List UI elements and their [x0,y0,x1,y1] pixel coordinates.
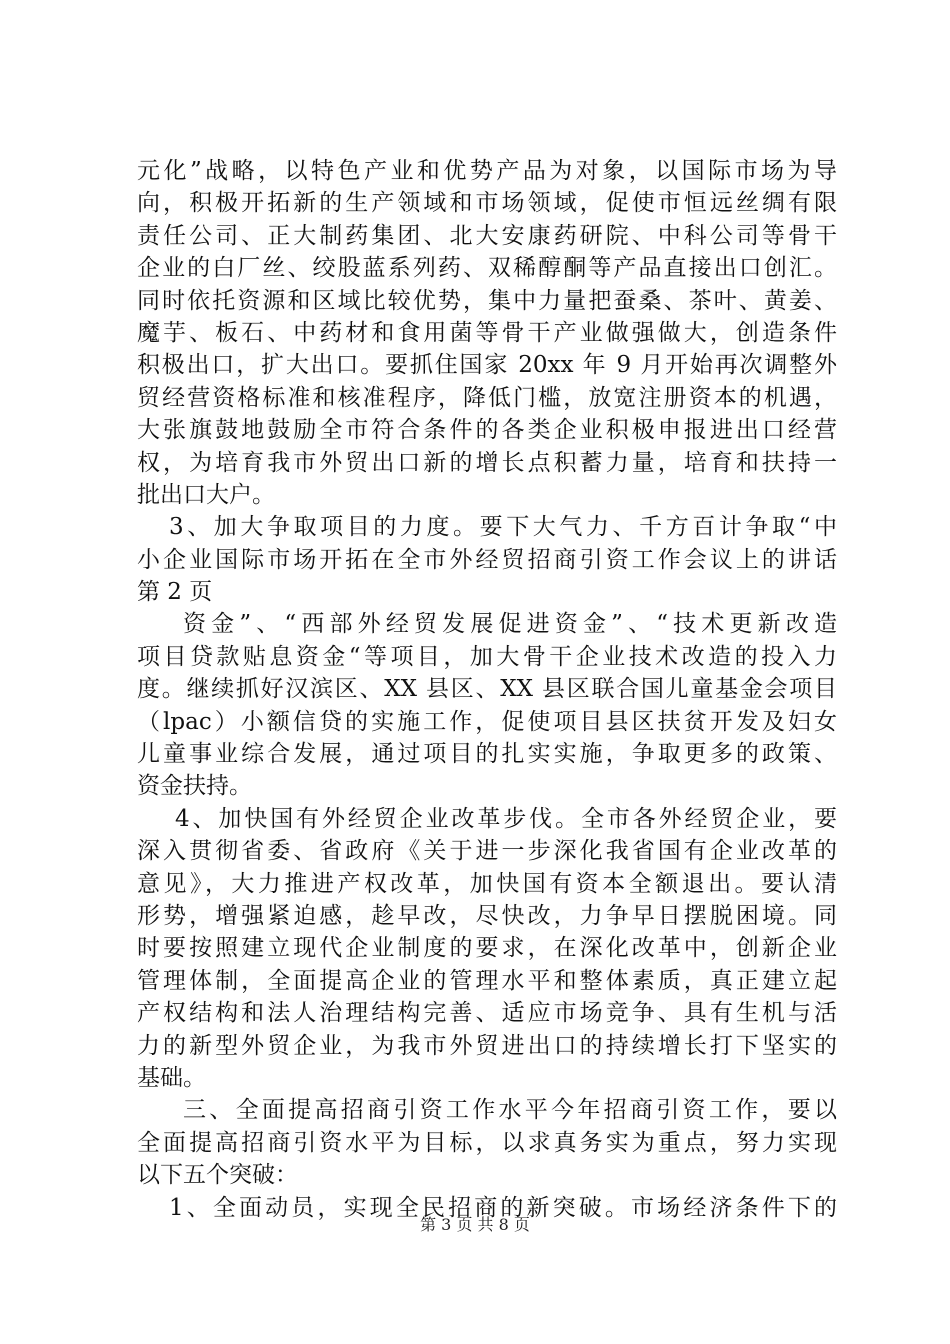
text-line: 基础。 [137,1064,206,1091]
text-line: 权，为培育我市外贸出口新的增长点积蓄力量，培育和扶持一 [137,449,837,476]
text-line: 儿童事业综合发展，通过项目的扎实实施，争取更多的政策、 [137,741,837,768]
text-line: 形势，增强紧迫感，趁早改，尽快改，力争早日摆脱困境。同 [137,902,837,929]
text-line: 大张旗鼓地鼓励全市符合条件的各类企业积极申报进出口经营 [137,417,837,444]
text-line: 4、加快国有外经贸企业改革步伐。全市各外经贸企业，要 [175,805,837,832]
text-line: 批出口大户。 [137,481,275,508]
document-body [137,155,837,1224]
text-line: 元化”战略，以特色产业和优势产品为对象，以国际市场为导 [137,158,837,184]
text-line: 时要按照建立现代企业制度的要求，在深化改革中，创新企业 [137,935,837,962]
text-line: 三、全面提高招商引资工作水平今年招商引资工作，要以 [183,1097,837,1124]
text-line: 责任公司、正大制药集团、北大安康药研院、中科公司等骨干 [137,222,837,249]
text-line: （lpac）小额信贷的实施工作，促使项目县区扶贫开发及妇女 [137,708,837,735]
page-footer: 第 3 页 共 8 页 [420,1215,530,1234]
text-line: 力的新型外贸企业，为我市外贸进出口的持续增长打下坚实的 [137,1032,837,1059]
text-line: 资金扶持。 [137,773,252,800]
text-line: 全面提高招商引资水平为目标，以求真务实为重点，努力实现 [137,1129,837,1156]
text-line: 1、全面动员，实现全民招商的新突破。市场经济条件下的 [169,1194,837,1221]
text-line: 贸经营资格标准和核准程序，降低门槛，放宽注册资本的机遇， [137,384,837,411]
text-line: 意见》，大力推进产权改革，加快国有资本全额退出。要认清 [137,870,837,897]
text-line: 小企业国际市场开拓在全市外经贸招商引资工作会议上的讲话 [137,546,837,573]
text-line: 企业的白厂丝、绞股蓝系列药、双稀醇酮等产品直接出口创汇。 [137,255,837,282]
text-line: 向，积极开拓新的生产领域和市场领域，促使市恒远丝绸有限 [137,190,837,217]
text-line: 度。继续抓好汉滨区、XX 县区、XX 县区联合国儿童基金会项目 [137,676,837,703]
text-line: 积极出口，扩大出口。要抓住国家 20xx 年 9 月开始再次调整外 [137,352,837,379]
text-line: 3、加大争取项目的力度。要下大气力、千方百计争取“中 [169,514,837,541]
text-line: 项目贷款贴息资金“等项目，加大骨干企业技术改造的投入力 [137,643,837,670]
text-line: 魔芋、板石、中药材和食用菌等骨干产业做强做大，创造条件 [137,319,837,346]
text-line: 第 2 页 [137,579,213,606]
text-line: 管理体制，全面提高企业的管理水平和整体素质，真正建立起 [137,967,837,994]
text-line: 资金”、“西部外经贸发展促进资金”、“技术更新改造 [183,611,837,638]
text-line: 同时依托资源和区域比较优势，集中力量把蚕桑、茶叶、黄姜、 [137,287,837,314]
text-line: 以下五个突破： [137,1162,298,1189]
text-line: 深入贯彻省委、省政府《关于进一步深化我省国有企业改革的 [137,838,837,865]
text-line: 产权结构和法人治理结构完善、适应市场竞争、具有生机与活 [137,1000,837,1027]
